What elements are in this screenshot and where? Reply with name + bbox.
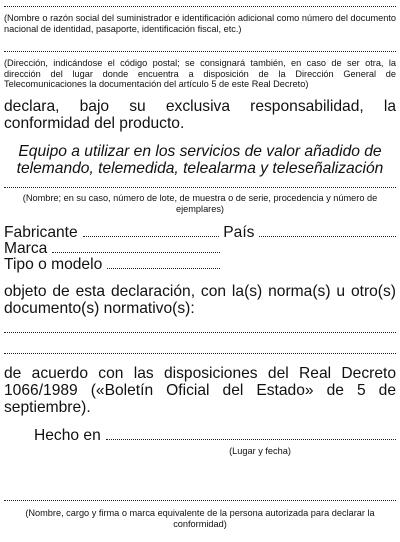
supplier-note: (Nombre o razón social del suministrador e identificación adicional como número del documento nacional de identidad, pasaporte, identificación fiscal, etc.) — [4, 13, 396, 34]
product-note: (Nombre; en su caso, número de lote, de muestra o de serie, procedencia y número de ejemplares) — [22, 193, 378, 214]
tipo-field — [107, 268, 220, 269]
norm-line-2 — [4, 353, 396, 354]
fabricante-row — [4, 225, 396, 241]
fabricante-field — [83, 236, 220, 237]
declaration-form — [4, 0, 396, 542]
agreement-text: de acuerdo con las disposiciones del Real Decreto 1066/1989 («Boletín Oficial del Estado» de 5 de septiembre). — [4, 365, 396, 416]
address-note: (Dirección, indicándose el código postal; se consignará también, en caso de ser otra, la dirección del lugar donde encuentra a disposición de la Dirección General de Telecomunicaciones la documentación del artículo 5 de este Real Decreto) — [4, 58, 396, 90]
object-text: objeto de esta declaración, con la(s) norma(s) u otro(s) documento(s) normativo(s): — [4, 283, 396, 317]
product-line — [4, 187, 396, 188]
norm-line-1 — [4, 332, 396, 333]
marca-label: Marca — [4, 240, 48, 257]
fabricante-label: Fabricante — [4, 224, 78, 241]
signature-note: (Nombre, cargo y firma o marca equivalente de la persona autorizada para declarar la conformidad) — [25, 508, 375, 529]
marca-row — [4, 241, 224, 257]
address-line — [4, 51, 396, 52]
declaration-text: declara, bajo su exclusiva responsabilidad, la conformidad del producto. — [4, 98, 396, 132]
hecho-row — [34, 428, 396, 444]
marca-field — [52, 252, 220, 253]
equipment-text: Equipo a utilizar en los servicios de valor añadido de telemando, telemedida, telealarma y teleseñalización — [16, 143, 384, 177]
tipo-label: Tipo o modelo — [4, 256, 103, 273]
pais-label: País — [223, 224, 255, 241]
signature-line — [4, 500, 396, 501]
place-note: (Lugar y fecha) — [229, 446, 291, 456]
supplier-line — [4, 6, 396, 7]
pais-field — [259, 236, 396, 237]
hecho-label: Hecho en — [34, 427, 101, 444]
hecho-field — [106, 439, 396, 440]
tipo-row — [4, 257, 224, 273]
